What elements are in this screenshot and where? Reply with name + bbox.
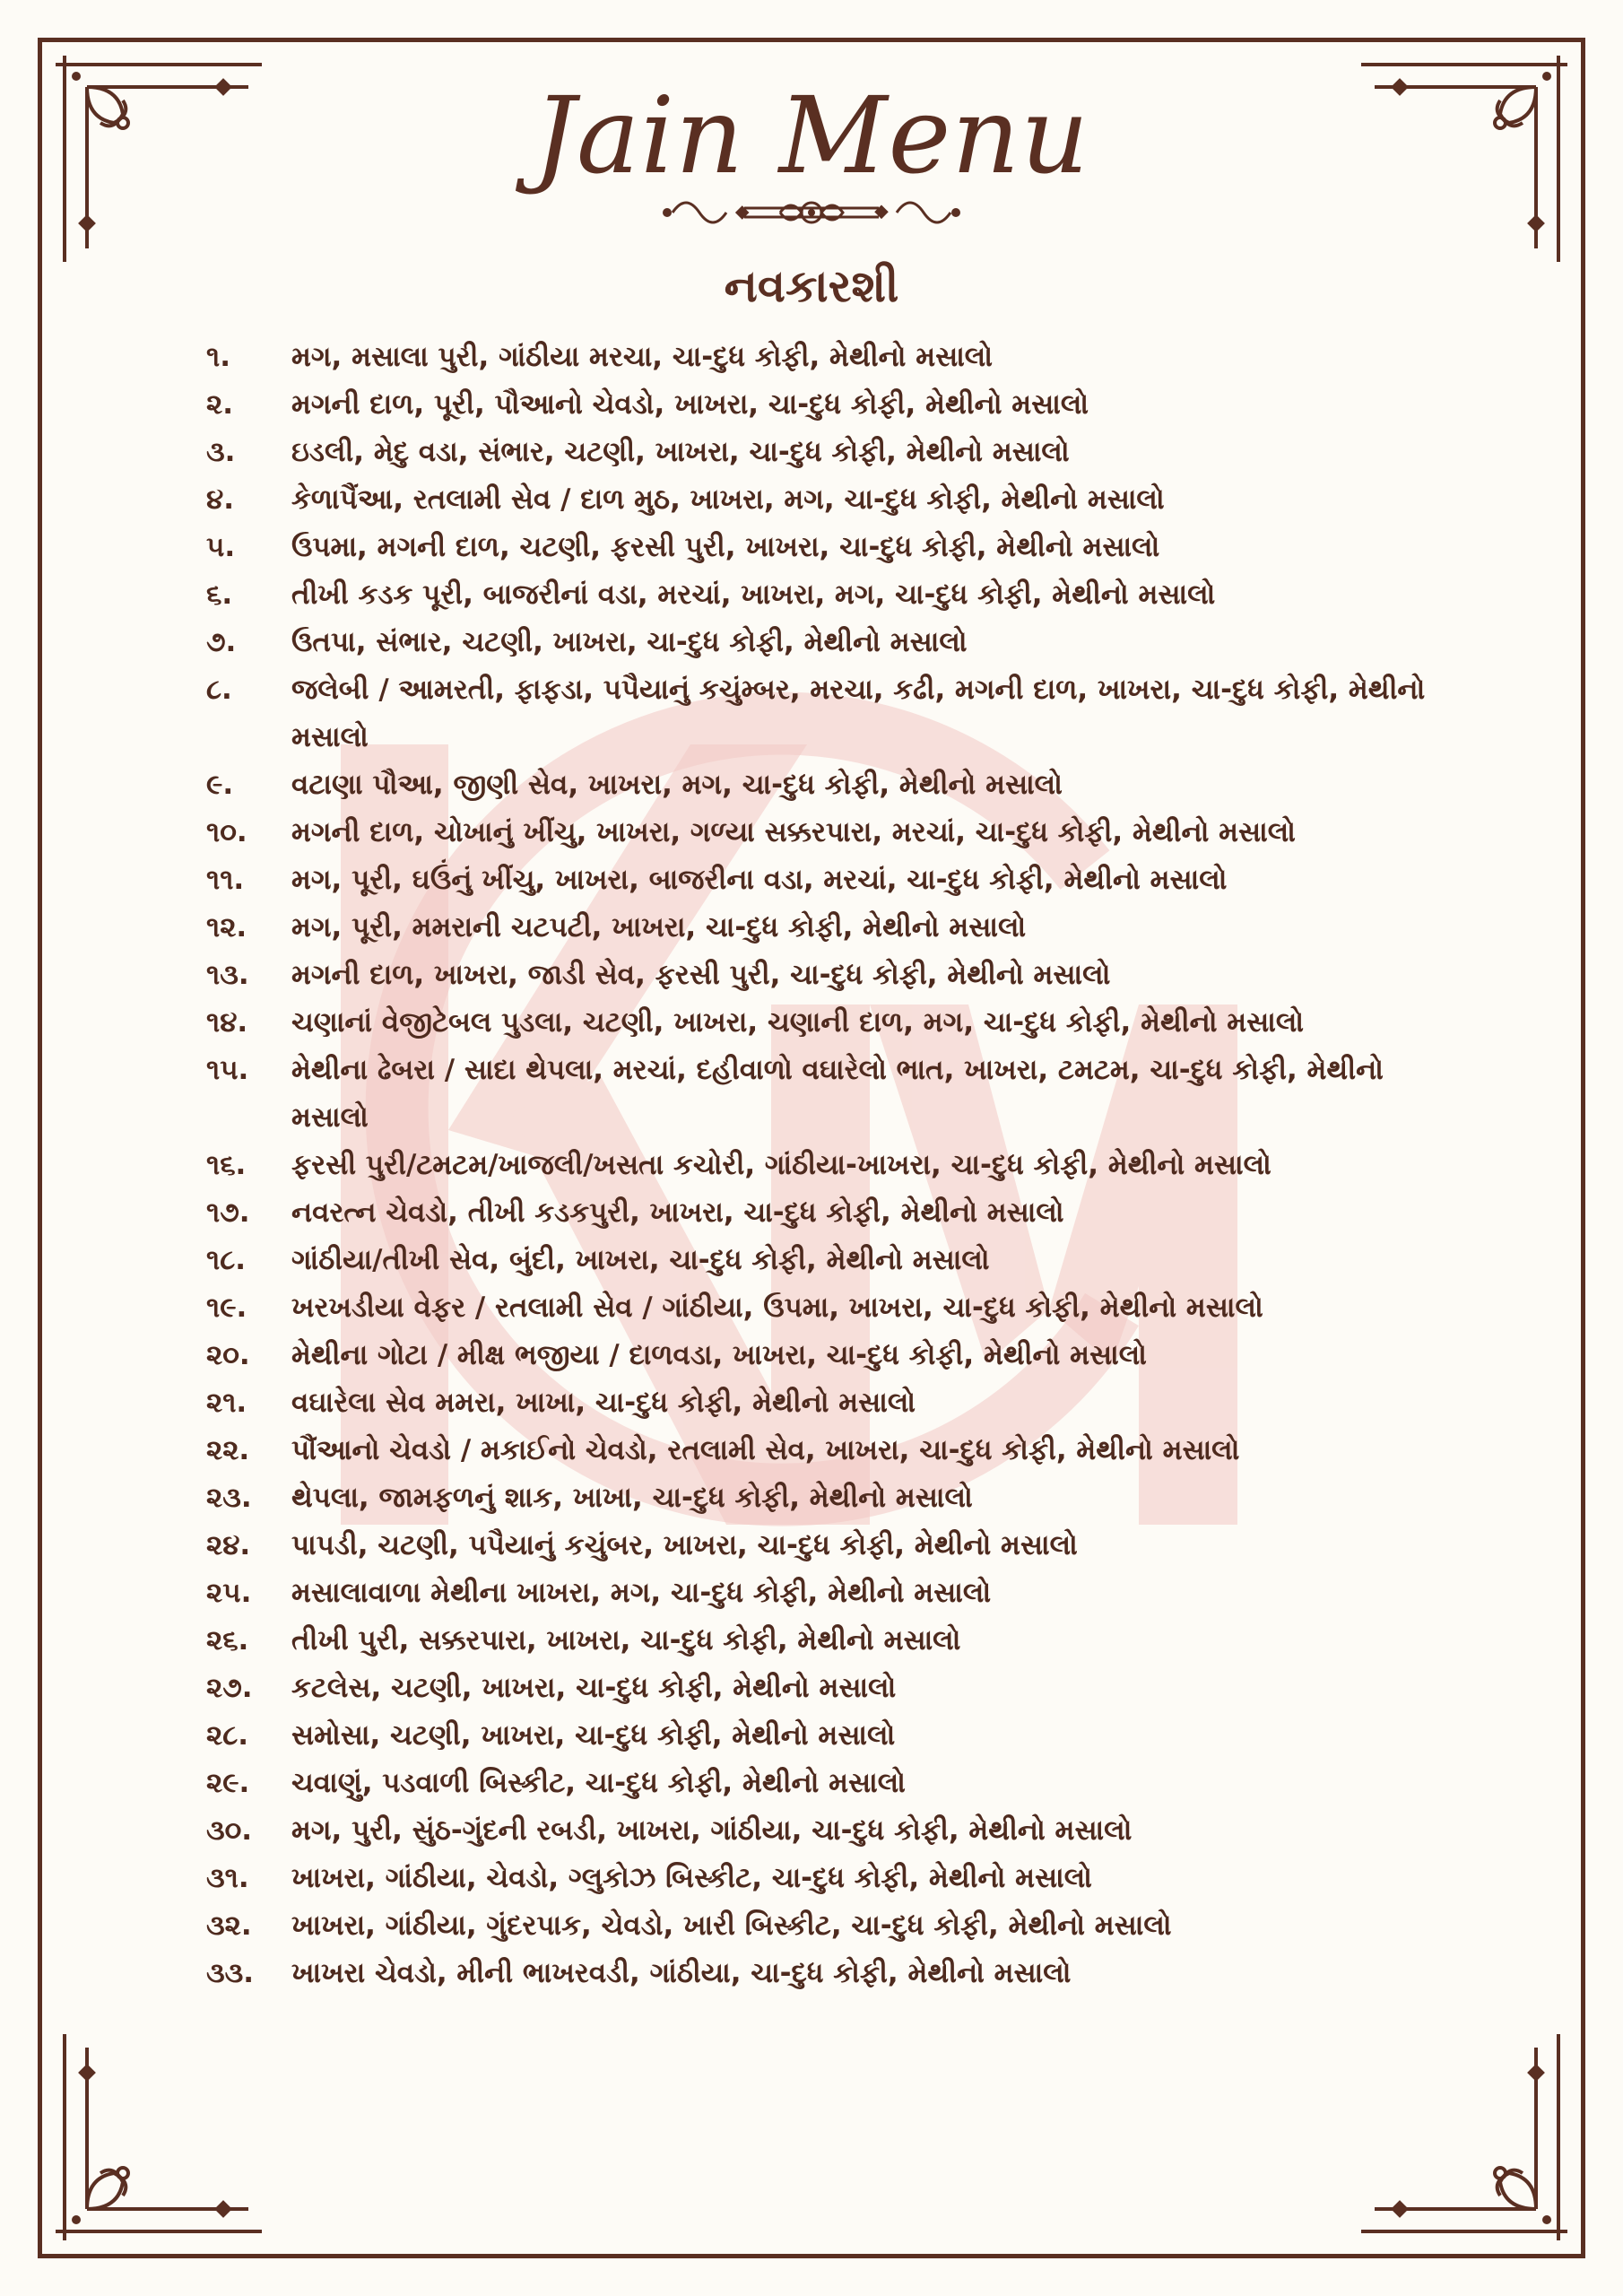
corner-ornament-icon [1361, 2034, 1585, 2258]
list-item [206, 1807, 1426, 1855]
list-item [206, 1189, 1426, 1237]
item-text: ફરસી પુરી/ટમટમ/ખાજલી/ખસતા કચોરી, ગાંઠીયા-ખાખરા, ચા-દુધ કોફી, મેથીનો મસાલો [291, 1149, 1271, 1181]
item-text: કેળાપૈંઆ, રતલામી સેવ / દાળ મુઠ, ખાખરા, મગ, ચા-દુધ કોફી, મેથીનો મસાલો [291, 483, 1165, 516]
item-text: ઉતપા, સંભાર, ચટણી, ખાખરા, ચા-દુધ કોફી, મેથીનો મસાલો [291, 626, 968, 658]
list-item [206, 1142, 1426, 1189]
menu-title: Jain Menu [533, 74, 1090, 197]
item-number: ૨૨. [206, 1434, 250, 1466]
item-number: ૨૦. [206, 1339, 250, 1371]
list-item [206, 334, 1426, 381]
item-number: ૨૮. [206, 1719, 249, 1752]
item-number: ૧૨. [206, 911, 247, 944]
list-item [206, 1950, 1426, 1997]
list-item [206, 1760, 1426, 1807]
item-number: ૨૧. [206, 1387, 247, 1419]
list-item [206, 619, 1426, 666]
list-item [206, 999, 1426, 1047]
item-number: ૮. [206, 674, 232, 706]
list-item [206, 809, 1426, 857]
section-heading: નવકારશી [724, 260, 899, 312]
item-text: જલેબી / આમરતી, ફાફડા, પપૈયાનું કચુંમ્બર, મરચા, કઢી, મગની દાળ, ખાખરા, ચા-દુધ કોફી, મેથીનો મસાલો [291, 674, 1426, 753]
item-number: ૩. [206, 436, 236, 468]
item-text: મગની દાળ, ખાખરા, જાડી સેવ, ફરસી પુરી, ચા-દુધ કોફી, મેથીનો મસાલો [291, 959, 1111, 991]
item-text: તીખી કડક પૂરી, બાજરીનાં વડા, મરચાં, ખાખરા, મગ, ચા-દુધ કોફી, મેથીનો મસાલો [291, 578, 1216, 611]
list-item [206, 1427, 1426, 1474]
item-number: ૧૬. [206, 1149, 247, 1181]
list-item [206, 1047, 1426, 1142]
item-text: નવરત્ન ચેવડો, તીખી કડકપુરી, ખાખરા, ચા-દુધ કોફી, મેથીનો મસાલો [291, 1196, 1064, 1229]
item-text: પૌંઆનો ચેવડો / મકાઈનો ચેવડો, રતલામી સેવ, ખાખરા, ચા-દુધ કોફી, મેથીનો મસાલો [291, 1434, 1240, 1466]
item-text: મગ, પૂરી, ઘઉંનું ખીંચુ, ખાખરા, બાજરીના વડા, મરચાં, ચા-દુધ કોફી, મેથીનો મસાલો [291, 864, 1228, 896]
item-number: ૭. [206, 626, 237, 658]
list-item [206, 1570, 1426, 1617]
item-text: તીખી પુરી, સક્કરપારા, ખાખરા, ચા-દુધ કોફી, મેથીનો મસાલો [291, 1624, 961, 1657]
item-number: ૩૦. [206, 1814, 253, 1847]
item-number: ૨. [206, 388, 233, 421]
list-item [206, 1712, 1426, 1760]
item-text: મગ, પુરી, સુંઠ-ગુંદની રબડી, ખાખરા, ગાંઠીયા, ચા-દુધ કોફી, મેથીનો મસાલો [291, 1814, 1133, 1847]
list-item [206, 571, 1426, 619]
item-text: ગાંઠીયા/તીખી સેવ, બુંદી, ખાખરા, ચા-દુધ કોફી, મેથીનો મસાલો [291, 1244, 990, 1276]
list-item [206, 1284, 1426, 1332]
item-text: મગની દાળ, પૂરી, પૌઆનો ચેવડો, ખાખરા, ચા-દુધ કોફી, મેથીનો મસાલો [291, 388, 1089, 421]
item-number: ૩૧. [206, 1862, 249, 1894]
flourish-divider-icon [655, 188, 968, 242]
list-item [206, 1379, 1426, 1427]
list-item [206, 1332, 1426, 1379]
item-number: ૪. [206, 483, 234, 516]
item-number: ૨૪. [206, 1529, 251, 1561]
item-number: ૧૭. [206, 1196, 250, 1229]
item-text: પાપડી, ચટણી, પપૈયાનું કચુંબર, ખાખરા, ચા-દુધ કોફી, મેથીનો મસાલો [291, 1529, 1078, 1561]
list-item [206, 666, 1426, 761]
list-item [206, 1617, 1426, 1665]
item-number: ૧૮. [206, 1244, 247, 1276]
item-text: મેથીના ઢેબરા / સાદા થેપલા, મરચાં, દહીવાળો વઘારેલો ભાત, ખાખરા, ટમટમ, ચા-દુધ કોફી, મેથીનો મસાલો [291, 1054, 1384, 1134]
list-item [206, 476, 1426, 524]
item-text: સમોસા, ચટણી, ખાખરા, ચા-દુધ કોફી, મેથીનો મસાલો [291, 1719, 896, 1752]
list-item [206, 904, 1426, 952]
list-item [206, 381, 1426, 429]
item-text: થેપલા, જામફળનું શાક, ખાખા, ચા-દુધ કોફી, મેથીનો મસાલો [291, 1482, 973, 1514]
item-number: ૨૬. [206, 1624, 249, 1657]
item-text: ખાખરા ચેવડો, મીની ભાખરવડી, ગાંઠીયા, ચા-દુધ કોફી, મેથીનો મસાલો [291, 1957, 1072, 1989]
item-text: કટલેસ, ચટણી, ખાખરા, ચા-દુધ કોફી, મેથીનો મસાલો [291, 1672, 897, 1704]
item-text: મગ, પૂરી, મમરાની ચટપટી, ખાખરા, ચા-દુધ કોફી, મેથીનો મસાલો [291, 911, 1027, 944]
list-item [206, 1474, 1426, 1522]
list-item [206, 761, 1426, 809]
item-text: ખાખરા, ગાંઠીયા, ચેવડો, ગ્લુકોઝ બિસ્કીટ, ચા-દુધ કોફી, મેથીનો મસાલો [291, 1862, 1092, 1894]
item-number: ૧૧. [206, 864, 245, 896]
item-number: ૨૩. [206, 1482, 252, 1514]
menu-list [206, 334, 1426, 1997]
item-number: ૨૫. [206, 1577, 252, 1609]
item-text: મગની દાળ, ચોખાનું ખીંચુ, ખાખરા, ગળ્યા સક્કરપારા, મરચાં, ચા-દુધ કોફી, મેથીનો મસાલો [291, 816, 1296, 848]
item-text: ચણાનાં વેજીટેબલ પુડલા, ચટણી, ખાખરા, ચણાની દાળ, મગ, ચા-દુધ કોફી, મેથીનો મસાલો [291, 1006, 1305, 1039]
item-number: ૬. [206, 578, 233, 611]
list-item [206, 1665, 1426, 1712]
item-number: ૨૯. [206, 1767, 250, 1799]
item-number: ૧૯. [206, 1292, 247, 1324]
item-number: ૧૦. [206, 816, 247, 848]
item-text: ખરખડીયા વેફર / રતલામી સેવ / ગાંઠીયા, ઉપમા, ખાખરા, ચા-દુધ કોફી, મેથીનો મસાલો [291, 1292, 1263, 1324]
item-text: મેથીના ગોટા / મીક્ષ ભજીયા / દાળવડા, ખાખરા, ચા-દુધ કોફી, મેથીનો મસાલો [291, 1339, 1147, 1371]
item-number: ૩૩. [206, 1957, 255, 1989]
item-number: ૧૪. [206, 1006, 248, 1039]
item-text: વટાણા પૌઆ, જીણી સેવ, ખાખરા, મગ, ચા-દુધ કોફી, મેથીનો મસાલો [291, 769, 1063, 801]
item-number: ૧. [206, 341, 230, 373]
list-item [206, 1902, 1426, 1950]
item-text: ચવાણું, પડવાળી બિસ્કીટ, ચા-દુધ કોફી, મેથીનો મસાલો [291, 1767, 906, 1799]
list-item [206, 952, 1426, 999]
list-item [206, 1522, 1426, 1570]
item-number: ૯. [206, 769, 234, 801]
item-text: મગ, મસાલા પુરી, ગાંઠીયા મરચા, ચા-દુધ કોફી, મેથીનો મસાલો [291, 341, 993, 373]
list-item [206, 429, 1426, 476]
item-text: વઘારેલા સેવ મમરા, ખાખા, ચા-દુધ કોફી, મેથીનો મસાલો [291, 1387, 916, 1419]
list-item [206, 524, 1426, 571]
list-item [206, 1237, 1426, 1284]
item-number: ૧૫. [206, 1054, 249, 1086]
item-number: ૧૩. [206, 959, 249, 991]
item-number: ૩૨. [206, 1909, 252, 1942]
item-text: ઉપમા, મગની દાળ, ચટણી, ફરસી પુરી, ખાખરા, ચા-દુધ કોફી, મેથીનો મસાલો [291, 531, 1160, 563]
item-text: મસાલાવાળા મેથીના ખાખરા, મગ, ચા-દુધ કોફી, મેથીનો મસાલો [291, 1577, 992, 1609]
corner-ornament-icon [38, 2034, 262, 2258]
list-item [206, 857, 1426, 904]
item-text: ખાખરા, ગાંઠીયા, ગુંદરપાક, ચેવડો, ખારી બિસ્કીટ, ચા-દુધ કોફી, મેથીનો મસાલો [291, 1909, 1172, 1942]
list-item [206, 1855, 1426, 1902]
item-text: ઇડલી, મેદુ વડા, સંભાર, ચટણી, ખાખરા, ચા-દુધ કોફી, મેથીનો મસાલો [291, 436, 1070, 468]
item-number: ૫. [206, 531, 236, 563]
item-number: ૨૭. [206, 1672, 253, 1704]
